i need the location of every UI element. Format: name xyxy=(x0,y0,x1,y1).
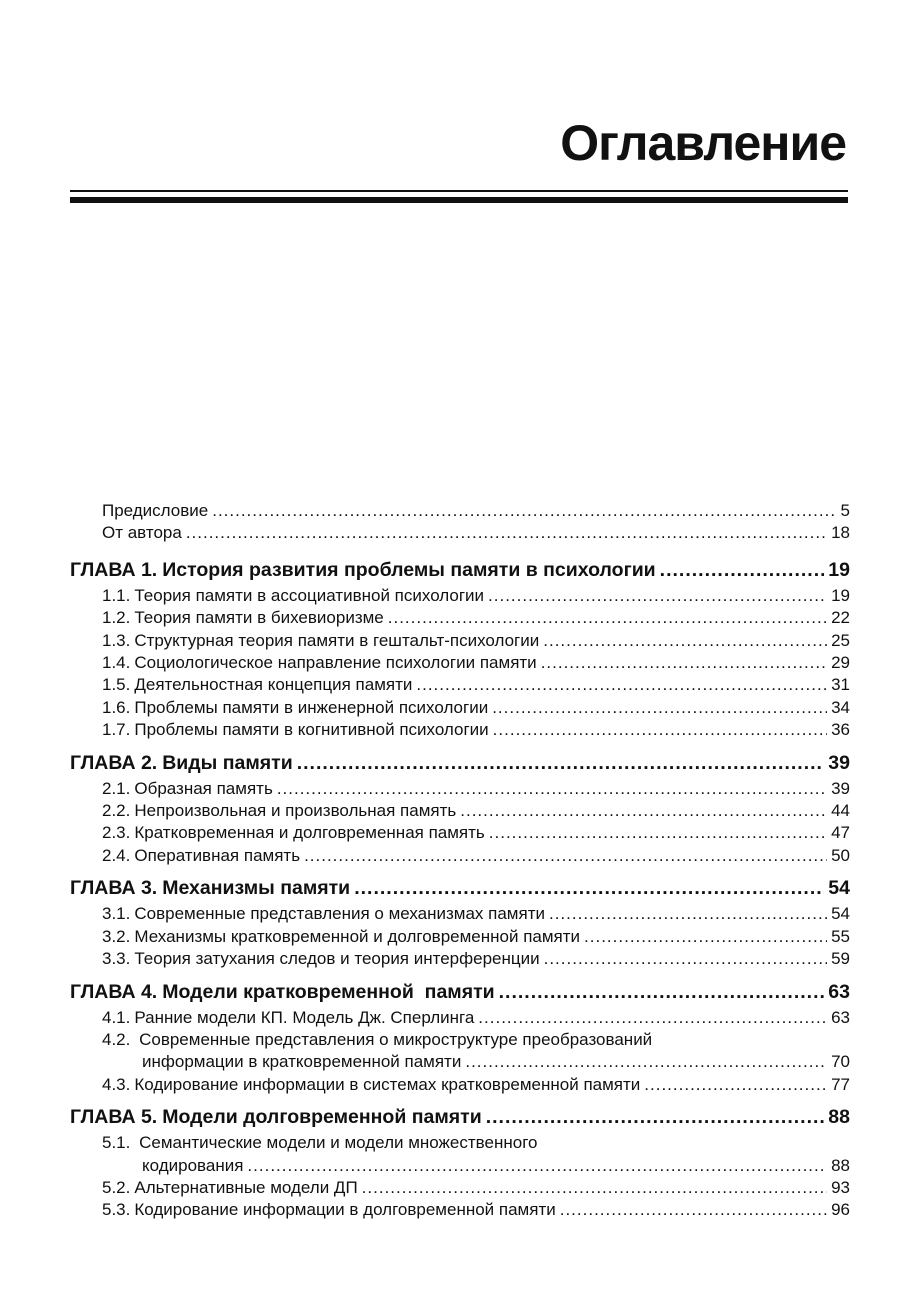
toc-page-number: 63 xyxy=(828,980,850,1003)
chapter-label: ГЛАВА 3. xyxy=(70,877,158,900)
section-title: Структурная теория памяти в гештальт-психологии xyxy=(134,630,540,650)
toc-page-number: 63 xyxy=(831,1007,850,1027)
toc-chapter-4[interactable] xyxy=(70,980,850,1005)
leader-dots xyxy=(416,674,827,696)
leader-dots xyxy=(493,719,827,741)
section-number: 1.2. xyxy=(102,608,131,628)
toc-entry-preface[interactable] xyxy=(70,500,850,522)
leader-dots xyxy=(543,630,827,652)
section-number: 1.3. xyxy=(102,630,131,650)
section-title: Проблемы памяти в когнитивной психологии xyxy=(134,720,489,740)
toc-page-number: 88 xyxy=(831,1155,850,1175)
section-title: Деятельностная концепция памяти xyxy=(134,675,413,695)
leader-dots xyxy=(304,845,827,867)
section-title: Проблемы памяти в инженерной психологии xyxy=(134,697,489,717)
leader-dots xyxy=(277,778,827,800)
leader-dots xyxy=(584,926,827,948)
section-title-line2: информации в кратковременной памяти xyxy=(142,1052,462,1072)
toc-section[interactable] xyxy=(70,674,850,696)
leader-dots xyxy=(186,522,827,544)
leader-dots xyxy=(644,1074,827,1096)
toc-section[interactable] xyxy=(70,719,850,741)
toc-chapter-1[interactable] xyxy=(70,558,850,583)
leader-dots xyxy=(388,607,827,629)
chapter-label: ГЛАВА 1. xyxy=(70,558,158,581)
toc-section[interactable] xyxy=(70,630,850,652)
toc-page-number: 22 xyxy=(831,608,850,628)
table-of-contents xyxy=(70,500,850,1222)
toc-section[interactable] xyxy=(70,1132,850,1177)
toc-section[interactable] xyxy=(70,652,850,674)
section-title: Кратковременная и долговременная память xyxy=(134,823,485,843)
leader-dots xyxy=(488,585,827,607)
section-title: Кодирование информации в долговременной памяти xyxy=(134,1200,556,1220)
toc-page-number: 31 xyxy=(831,675,850,695)
chapter-title: История развития проблемы памяти в психологии xyxy=(162,558,656,581)
toc-page-number: 88 xyxy=(828,1106,850,1129)
chapter-title: Модели кратковременной памяти xyxy=(162,980,495,1003)
section-number: 1.4. xyxy=(102,653,131,673)
toc-page-number: 47 xyxy=(831,823,850,843)
leader-dots xyxy=(541,652,827,674)
toc-section[interactable] xyxy=(70,585,850,607)
toc-page-number: 19 xyxy=(831,585,850,605)
leader-dots xyxy=(247,1155,827,1177)
leader-dots xyxy=(549,903,827,925)
toc-page-number: 55 xyxy=(831,926,850,946)
toc-page-number: 77 xyxy=(831,1074,850,1094)
toc-section[interactable] xyxy=(70,948,850,970)
section-number: 1.6. xyxy=(102,697,131,717)
leader-dots xyxy=(489,822,827,844)
toc-section[interactable] xyxy=(70,1074,850,1096)
section-number: 4.1. xyxy=(102,1007,131,1027)
section-title: Теория затухания следов и теория интерференции xyxy=(134,949,540,969)
section-number: 1.1. xyxy=(102,585,131,605)
section-title: Непроизвольная и произвольная память xyxy=(134,801,457,821)
toc-page-number: 50 xyxy=(831,845,850,865)
toc-page-number: 93 xyxy=(831,1177,850,1197)
section-number: 2.2. xyxy=(102,801,131,821)
toc-page-number: 19 xyxy=(828,558,850,581)
toc-section[interactable] xyxy=(70,697,850,719)
section-title: Социологическое направление психологии памяти xyxy=(134,653,537,673)
section-number: 2.4. xyxy=(102,845,131,865)
toc-section[interactable] xyxy=(70,800,850,822)
leader-dots xyxy=(460,800,827,822)
toc-section[interactable] xyxy=(70,845,850,867)
section-title: Образная память xyxy=(134,778,273,798)
toc-page-number: 54 xyxy=(831,904,850,924)
toc-page-number: 36 xyxy=(831,720,850,740)
leader-dots xyxy=(560,1199,827,1221)
leader-dots xyxy=(212,500,836,522)
leader-dots xyxy=(354,876,824,901)
leader-dots xyxy=(297,751,825,776)
section-number: 4.2. xyxy=(102,1029,131,1049)
chapter-label: ГЛАВА 4. xyxy=(70,980,158,1003)
section-title: Механизмы кратковременной и долговременной памяти xyxy=(134,926,581,946)
toc-section[interactable] xyxy=(70,778,850,800)
leader-dots xyxy=(478,1007,827,1029)
leader-dots xyxy=(465,1051,827,1073)
section-number: 2.3. xyxy=(102,823,131,843)
toc-section[interactable] xyxy=(70,1199,850,1221)
section-title: Ранние модели КП. Модель Дж. Сперлинга xyxy=(134,1007,475,1027)
page-title: Оглавление xyxy=(560,115,846,171)
chapter-title: Виды памяти xyxy=(162,751,293,774)
section-number: 3.3. xyxy=(102,949,131,969)
toc-entry-title: От автора xyxy=(102,523,182,543)
toc-page-number: 44 xyxy=(831,801,850,821)
toc-section[interactable] xyxy=(70,903,850,925)
section-number: 2.1. xyxy=(102,778,131,798)
leader-dots xyxy=(544,948,827,970)
toc-page-number: 18 xyxy=(831,523,850,543)
title-rule-thick xyxy=(70,197,848,203)
toc-chapter-2[interactable] xyxy=(70,751,850,776)
section-title: Современные представления о механизмах памяти xyxy=(134,904,545,924)
toc-page-number: 5 xyxy=(840,501,850,520)
toc-section[interactable] xyxy=(70,822,850,844)
section-number: 5.1. xyxy=(102,1133,131,1153)
toc-chapter-3[interactable] xyxy=(70,876,850,901)
section-number: 3.1. xyxy=(102,904,131,924)
section-title: Теория памяти в ассоциативной психологии xyxy=(134,585,485,605)
toc-section[interactable] xyxy=(70,1007,850,1029)
section-number: 1.7. xyxy=(102,720,131,740)
toc-page-number: 25 xyxy=(831,630,850,650)
section-title: Теория памяти в бихевиоризме xyxy=(134,608,384,628)
toc-page-number: 96 xyxy=(831,1200,850,1220)
toc-page-number: 29 xyxy=(831,653,850,673)
toc-section[interactable] xyxy=(70,1029,850,1074)
leader-dots xyxy=(499,980,825,1005)
toc-entry-title: Предисловие xyxy=(102,501,209,520)
section-title: Кодирование информации в системах кратковременной памяти xyxy=(134,1074,641,1094)
toc-page-number: 39 xyxy=(831,778,850,798)
toc-section[interactable] xyxy=(70,1177,850,1199)
section-title: Оперативная память xyxy=(134,845,301,865)
chapter-label: ГЛАВА 5. xyxy=(70,1106,158,1129)
chapter-title: Модели долговременной памяти xyxy=(162,1106,482,1129)
leader-dots xyxy=(486,1105,825,1130)
section-number: 4.3. xyxy=(102,1074,131,1094)
leader-dots xyxy=(660,558,825,583)
section-title-line2: кодирования xyxy=(142,1155,244,1175)
toc-page-number: 70 xyxy=(831,1052,850,1072)
section-number: 3.2. xyxy=(102,926,131,946)
chapter-title: Механизмы памяти xyxy=(162,877,351,900)
section-title: Альтернативные модели ДП xyxy=(134,1177,358,1197)
chapter-label: ГЛАВА 2. xyxy=(70,751,158,774)
toc-page-number: 54 xyxy=(828,877,850,900)
toc-section[interactable] xyxy=(70,926,850,948)
toc-page-number: 59 xyxy=(831,949,850,969)
section-number: 5.2. xyxy=(102,1177,131,1197)
title-rule-thin xyxy=(70,190,848,192)
toc-page-number: 34 xyxy=(831,697,850,717)
section-number: 5.3. xyxy=(102,1200,131,1220)
toc-page-number: 39 xyxy=(828,751,850,774)
section-number: 1.5. xyxy=(102,675,131,695)
toc-section[interactable] xyxy=(70,607,850,629)
leader-dots xyxy=(492,697,827,719)
toc-chapter-5[interactable] xyxy=(70,1105,850,1130)
toc-entry-from-author[interactable] xyxy=(70,522,850,544)
section-title-line1: Современные представления о микроструктуре преобразований xyxy=(139,1029,653,1049)
leader-dots xyxy=(362,1177,827,1199)
section-title-line1: Семантические модели и модели множественного xyxy=(139,1133,538,1153)
